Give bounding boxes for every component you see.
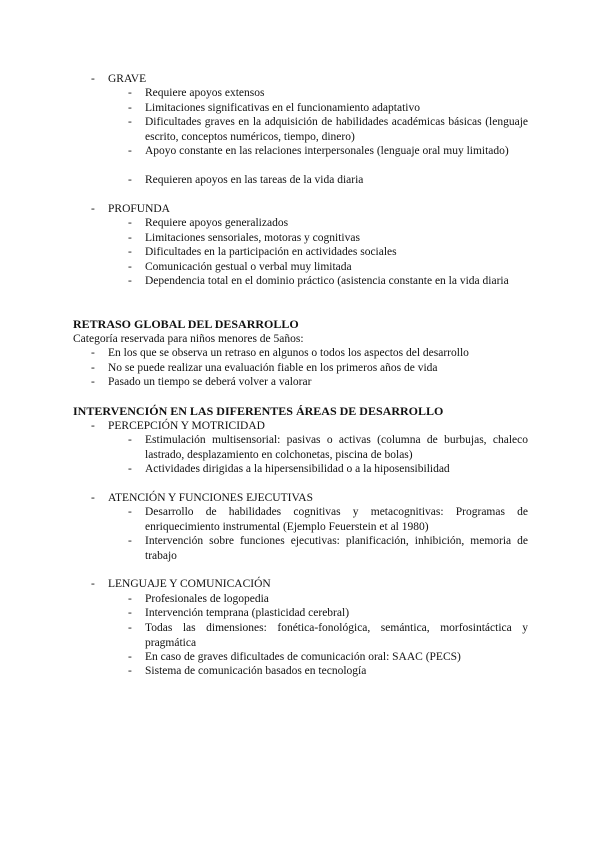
lenguaje-item: - Todas las dimensiones: fonética-fonológica, semántica, morfosintáctica y pragmática (128, 622, 528, 649)
profunda-item: - Comunicación gestual o verbal muy limitada (128, 261, 352, 273)
heading-retraso: RETRASO GLOBAL DEL DESARROLLO (73, 317, 299, 331)
grave-item: - Requiere apoyos extensos (128, 87, 265, 99)
lenguaje-item: - Profesionales de logopedia (128, 593, 269, 605)
profunda-item: - Dificultades en la participación en actividades sociales (128, 246, 397, 258)
grave-item: - Limitaciones significativas en el funcionamiento adaptativo (128, 102, 420, 114)
retraso-item: - No se puede realizar una evaluación fiable en los primeros años de vida (91, 362, 438, 374)
profunda-item: - Requiere apoyos generalizados (128, 217, 289, 229)
atencion-item: - Desarrollo de habilidades cognitivas y metacognitivas: Programas de enriquecimiento instrumental (Ejemplo Feuerstein et al 1980) (128, 506, 528, 533)
grave-item: - Requieren apoyos en las tareas de la vida diaria (128, 174, 364, 186)
percepcion-item: - Estimulación multisensorial: pasivas o activas (columna de burbujas, chaleco lastrado, desplazamiento en colchonetas, piscina de bolas) (128, 434, 528, 461)
retraso-intro: Categoría reservada para niños menores de 5años: (73, 333, 304, 345)
retraso-item: - En los que se observa un retraso en algunos o todos los aspectos del desarrollo (91, 347, 469, 359)
lenguaje-item: - En caso de graves dificultades de comunicación oral: SAAC (PECS) (128, 651, 461, 663)
bullet-atencion: - ATENCIÓN Y FUNCIONES EJECUTIVAS (91, 492, 313, 504)
bullet-grave: - GRAVE (91, 73, 147, 85)
percepcion-item: - Actividades dirigidas a la hipersensibilidad o a la hiposensibilidad (128, 463, 450, 475)
lenguaje-item: - Intervención temprana (plasticidad cerebral) (128, 607, 350, 619)
bullet-lenguaje: - LENGUAJE Y COMUNICACIÓN (91, 578, 271, 590)
heading-intervencion: INTERVENCIÓN EN LAS DIFERENTES ÁREAS DE DESARROLLO (73, 404, 444, 418)
grave-item: - Apoyo constante en las relaciones interpersonales (lenguaje oral muy limitado) (128, 145, 509, 157)
profunda-item: - Limitaciones sensoriales, motoras y cognitivas (128, 232, 360, 244)
bullet-percepcion: - PERCEPCIÓN Y MOTRICIDAD (91, 420, 265, 432)
atencion-item: - Intervención sobre funciones ejecutivas: planificación, inhibición, memoria de trabajo (128, 535, 528, 562)
lenguaje-item: - Sistema de comunicación basados en tecnología (128, 665, 367, 677)
retraso-item: - Pasado un tiempo se deberá volver a valorar (91, 376, 312, 388)
profunda-item: - Dependencia total en el dominio práctico (asistencia constante en la vida diaria (128, 275, 509, 287)
bullet-profunda: - PROFUNDA (91, 203, 170, 215)
grave-item: - Dificultades graves en la adquisición de habilidades académicas básicas (lenguaje escrito, conceptos numéricos, tiempo, dinero) (128, 116, 528, 143)
